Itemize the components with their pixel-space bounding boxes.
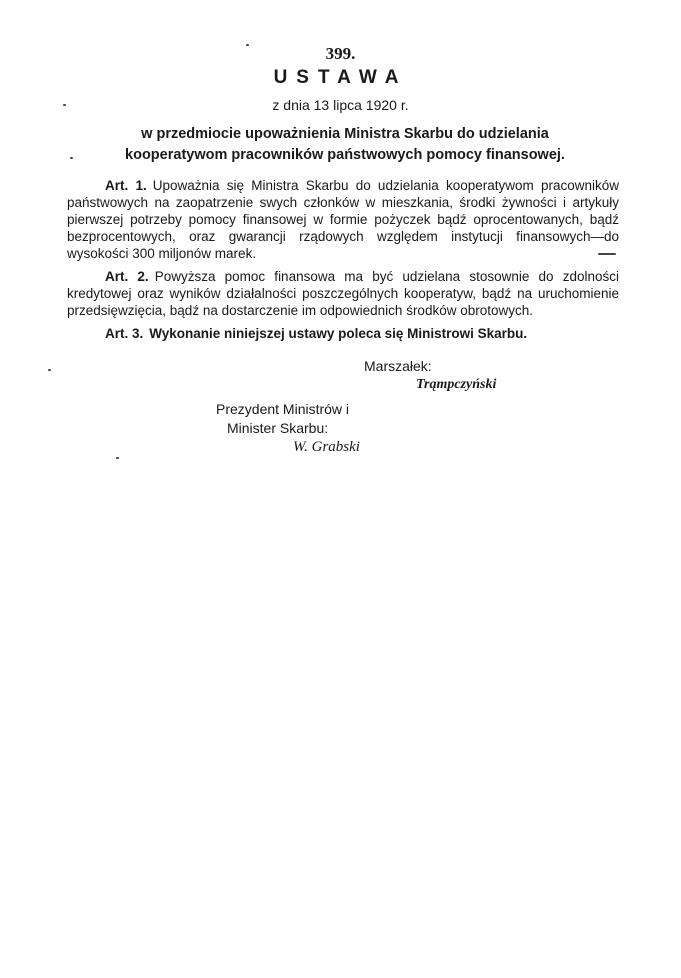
document-subject: w przedmiocie upoważnienia Ministra Skarbu do udzielania kooperatywom pracowników państwowych pomocy finansowej. [125, 126, 565, 163]
scan-speck [598, 253, 616, 255]
scan-speck [116, 457, 119, 459]
articles-section [67, 177, 619, 348]
scan-speck [48, 369, 51, 371]
article-label: Art. 3. [105, 326, 144, 341]
pm-title-line2: Minister Skarbu: [227, 420, 329, 436]
article-label: Art. 1. [105, 178, 147, 193]
article-3 [67, 325, 619, 342]
article-text: Wykonanie niniejszej ustawy poleca się Ministrowi Skarbu. [149, 326, 528, 341]
article-label: Art. 2. [105, 269, 149, 284]
marshal-signature: Trąmpczyński [416, 377, 497, 392]
document-number: 399. [325, 44, 356, 63]
marshal-label: Marszałek: [364, 358, 432, 374]
article-2 [67, 268, 619, 319]
document-date: z dnia 13 lipca 1920 r. [272, 97, 409, 113]
article-1 [67, 177, 619, 262]
scan-speck [246, 44, 249, 46]
article-text: Powyższa pomoc finansowa ma być udzielana stosownie do zdolności kredytowej oraz wyników działalności poszczególnych kooperatyw, bądź na uruchomienie przedsięwzięcia, bądź na dostarczenie im odpowiednich środków obrotowych. [67, 269, 619, 318]
scan-speck [63, 104, 66, 106]
article-text: Upoważnia się Ministra Skarbu do udzielania kooperatywom pracowników państwowych na zaopatrzenie swych członków w mieszkania, środki żywności i artykuły pierwszej potrzeby pomocy finansowej w formie pożyczek bądź oprocentowanych, bądź bezprocentowych, oraz gwarancji rządowych względem instytucji finansowych—do wysokości 300 miljonów marek. [67, 178, 619, 261]
pm-signature: W. Grabski [293, 439, 360, 455]
document-title: USTAWA [273, 67, 408, 88]
pm-title-line1: Prezydent Ministrów i [216, 401, 350, 417]
scan-speck [70, 157, 73, 159]
